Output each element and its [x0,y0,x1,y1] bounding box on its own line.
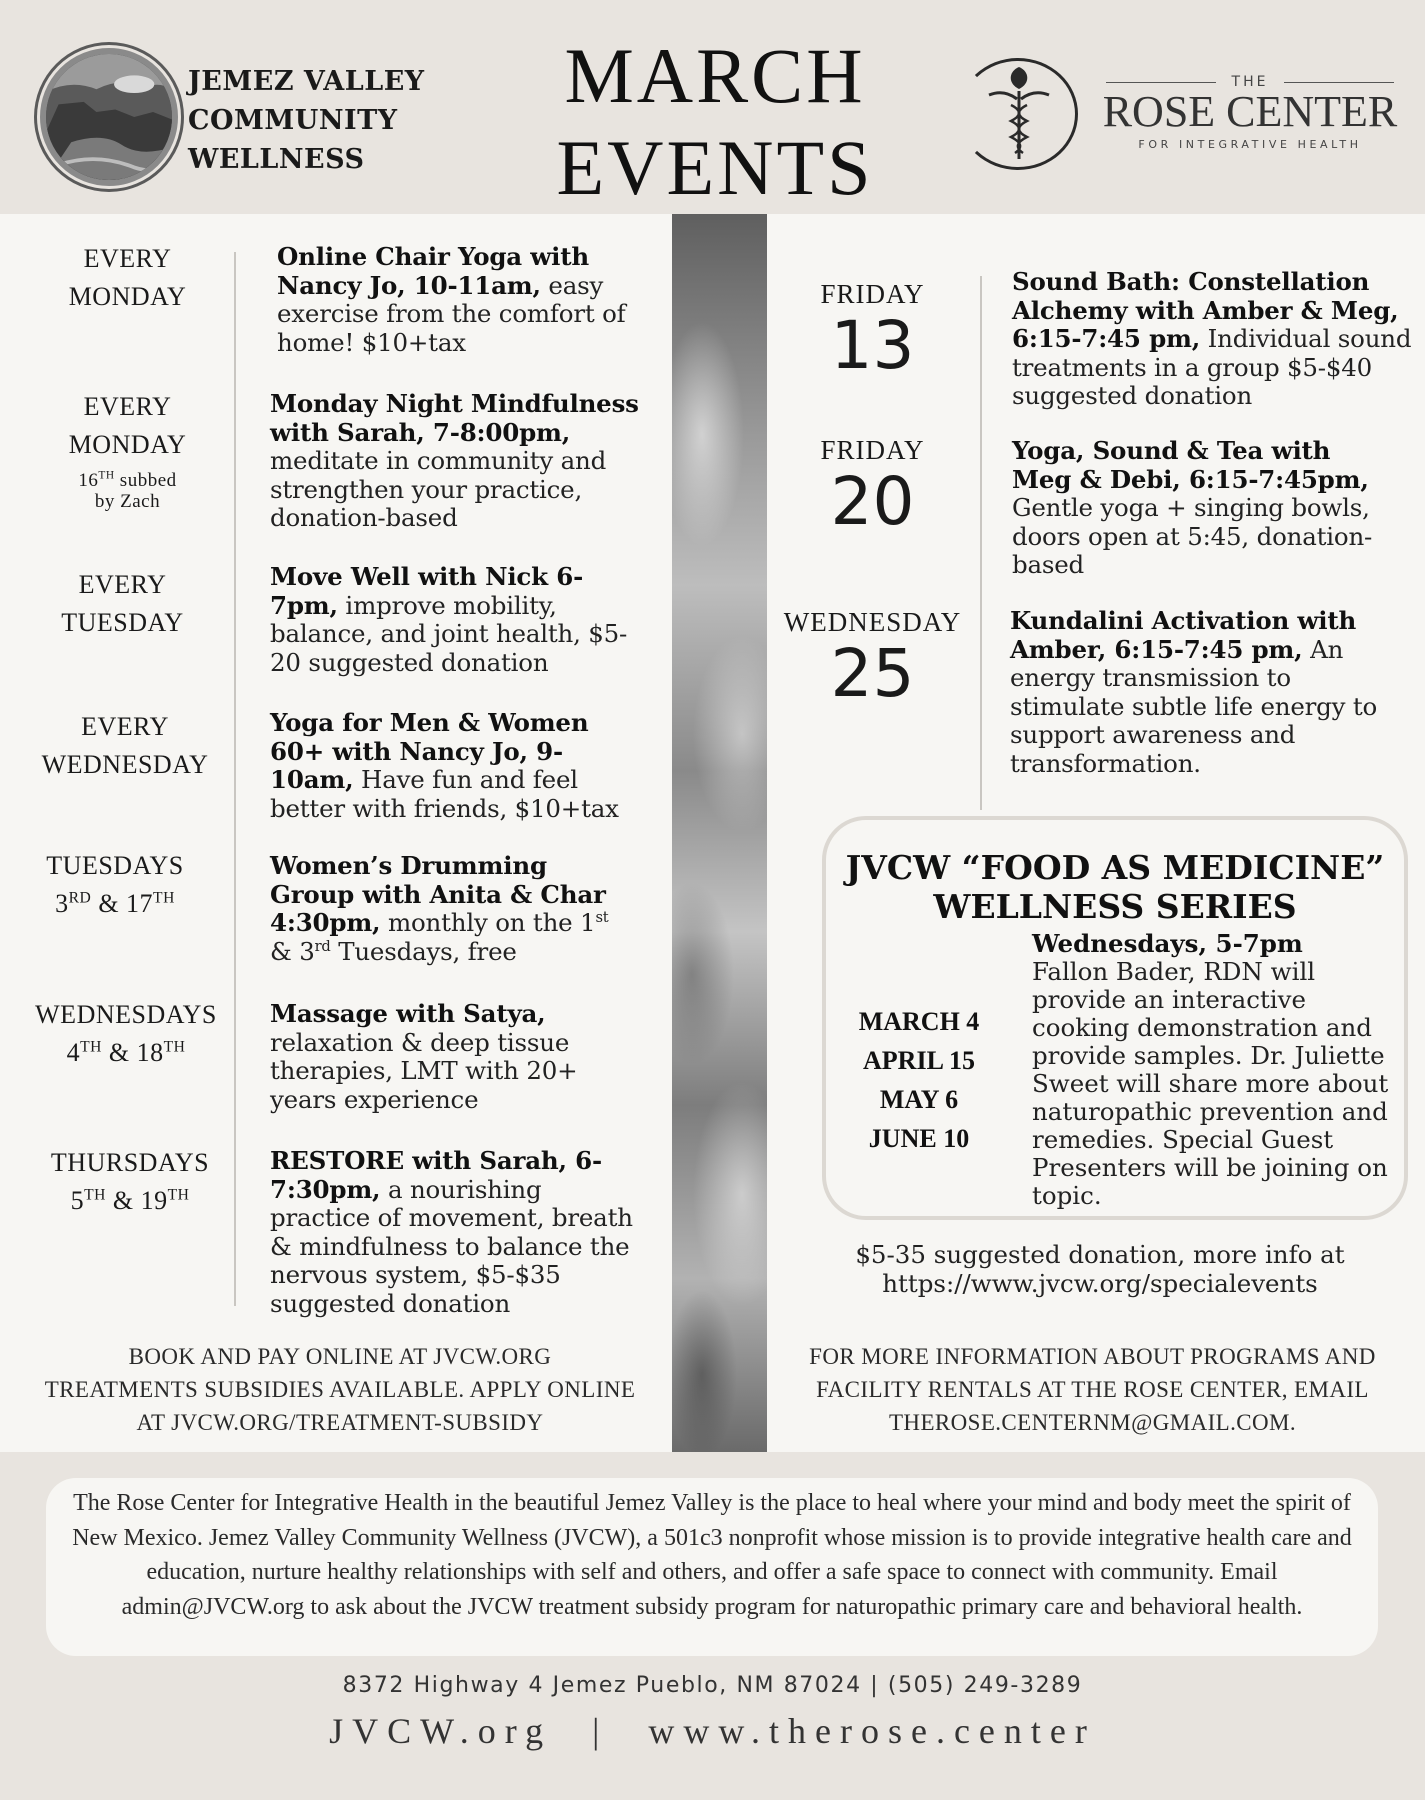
date-label: FRIDAY 20 [820,435,925,540]
right-divider [980,276,982,810]
booking-info: BOOK AND PAY ONLINE AT JVCW.ORG TREATMENTS SUBSIDIES AVAILABLE. APPLY ONLINE AT JVCW.ORG/TREATMENT-SUBSIDY [44,1344,636,1435]
food-series-description: Wednesdays, 5-7pm Fallon Bader, RDN will provide an interactive cooking demonstration and provide samples. Dr. Juliette Sweet will share more about naturopathic prevention and remedies. Special Guest Presenters will be joining on topic. [1032,929,1389,1210]
date-label: WEDNESDAY 25 [783,607,962,712]
date-label: FRIDAY 13 [820,279,925,384]
day-label: EVERY TUESDAY [61,570,184,637]
event-description: Sound Bath: Constellation Alchemy with Amber & Meg, 6:15-7:45 pm, Individual sound treatments in a group $5-$40 suggested donation [1012,267,1412,410]
day-label: THURSDAYS 5TH & 19TH [50,1148,210,1215]
site-separator: | [592,1711,609,1751]
event-description: Monday Night Mindfulness with Sarah, 7-8:00pm, meditate in community and strengthen your practice, donation-based [270,389,639,532]
rose-name: ROSE CENTER [1102,87,1398,136]
day-label: EVERY MONDAY [68,244,187,311]
rose-center-wordmark [1100,74,1400,151]
mesa-landscape-logo-icon [40,48,178,186]
day-label: TUESDAYS 3RD & 17TH [46,851,184,918]
address-phone: 8372 Highway 4 Jemez Pueblo, NM 87024 | (505) 249-3289 [342,1673,1083,1698]
mission-statement-box [46,1478,1378,1656]
day-label: WEDNESDAYS 4TH & 18TH [35,1000,217,1067]
event-description: RESTORE with Sarah, 6-7:30pm, a nourishing practice of movement, breath & mindfulness to balance the nervous system, $5-$35 suggested donation [270,1146,633,1318]
event-description: Massage with Satya, relaxation & deep tissue therapies, LMT with 20+ years experience [270,999,578,1114]
org-name: JEMEZ VALLEY COMMUNITY WELLNESS [188,66,425,175]
food-series-dates: MARCH 4 APRIL 15 MAY 6 JUNE 10 [858,1007,980,1153]
event-description: Kundalini Activation with Amber, 6:15-7:45 pm, An energy transmission to stimulate subtle life energy to support awareness and transformation. [1010,606,1378,778]
header [0,0,1425,214]
rose-photo-strip [672,214,767,1452]
rose-center-link[interactable]: www.therose.center [648,1711,1096,1751]
food-series-donation: $5-35 suggested donation, more info at https://www.jvcw.org/specialevents [855,1240,1345,1298]
food-series-title: JVCW “FOOD AS MEDICINE” WELLNESS SERIES [845,848,1385,926]
day-label: EVERY WEDNESDAY [41,712,209,779]
event-description: Yoga, Sound & Tea with Meg & Debi, 6:15-7:45pm, Gentle yoga + singing bowls, doors open at 5:45, donation-based [1012,436,1373,579]
event-description: Women’s Drumming Group with Anita & Char 4:30pm, monthly on the 1st & 3rd Tuesdays, free [270,851,609,966]
rose-caduceus-logo-icon [958,58,1078,170]
websites [0,1710,1425,1752]
food-as-medicine-box [822,816,1408,1220]
event-description: Yoga for Men & Women 60+ with Nancy Jo, 9-10am, Have fun and feel better with friends, $10+tax [270,708,619,823]
event-description: Online Chair Yoga with Nancy Jo, 10-11am, easy exercise from the comfort of home! $10+tax [277,242,626,357]
event-description: Move Well with Nick 6-7pm, improve mobility, balance, and joint health, $5-20 suggested donation [270,562,628,677]
rental-info: FOR MORE INFORMATION ABOUT PROGRAMS AND FACILITY RENTALS AT THE ROSE CENTER, EMAIL THEROSE.CENTERNM@GMAIL.COM. [809,1344,1376,1435]
mission-text: The Rose Center for Integrative Health in the beautiful Jemez Valley is the place to heal where your mind and body meet the spirit of New Mexico. Jemez Valley Community Wellness (JVCW), a 501c3 nonprofit whose mission is to provide integrative health care and education, nurture healthy relationships with self and others, and offer a safe space to connect with community. Email admin@JVCW.org to ask about the JVCW treatment subsidy program for naturopathic primary care and behavioral health. [72,1490,1352,1620]
jvcw-link[interactable]: JVCW.org [329,1711,553,1751]
day-label: EVERY MONDAY 16TH subbed by Zach [68,392,187,512]
rose-subtitle: FOR INTEGRATIVE HEALTH [1138,138,1362,151]
page-title: MARCH EVENTS [556,32,874,211]
rose-the: THE [1100,74,1400,90]
